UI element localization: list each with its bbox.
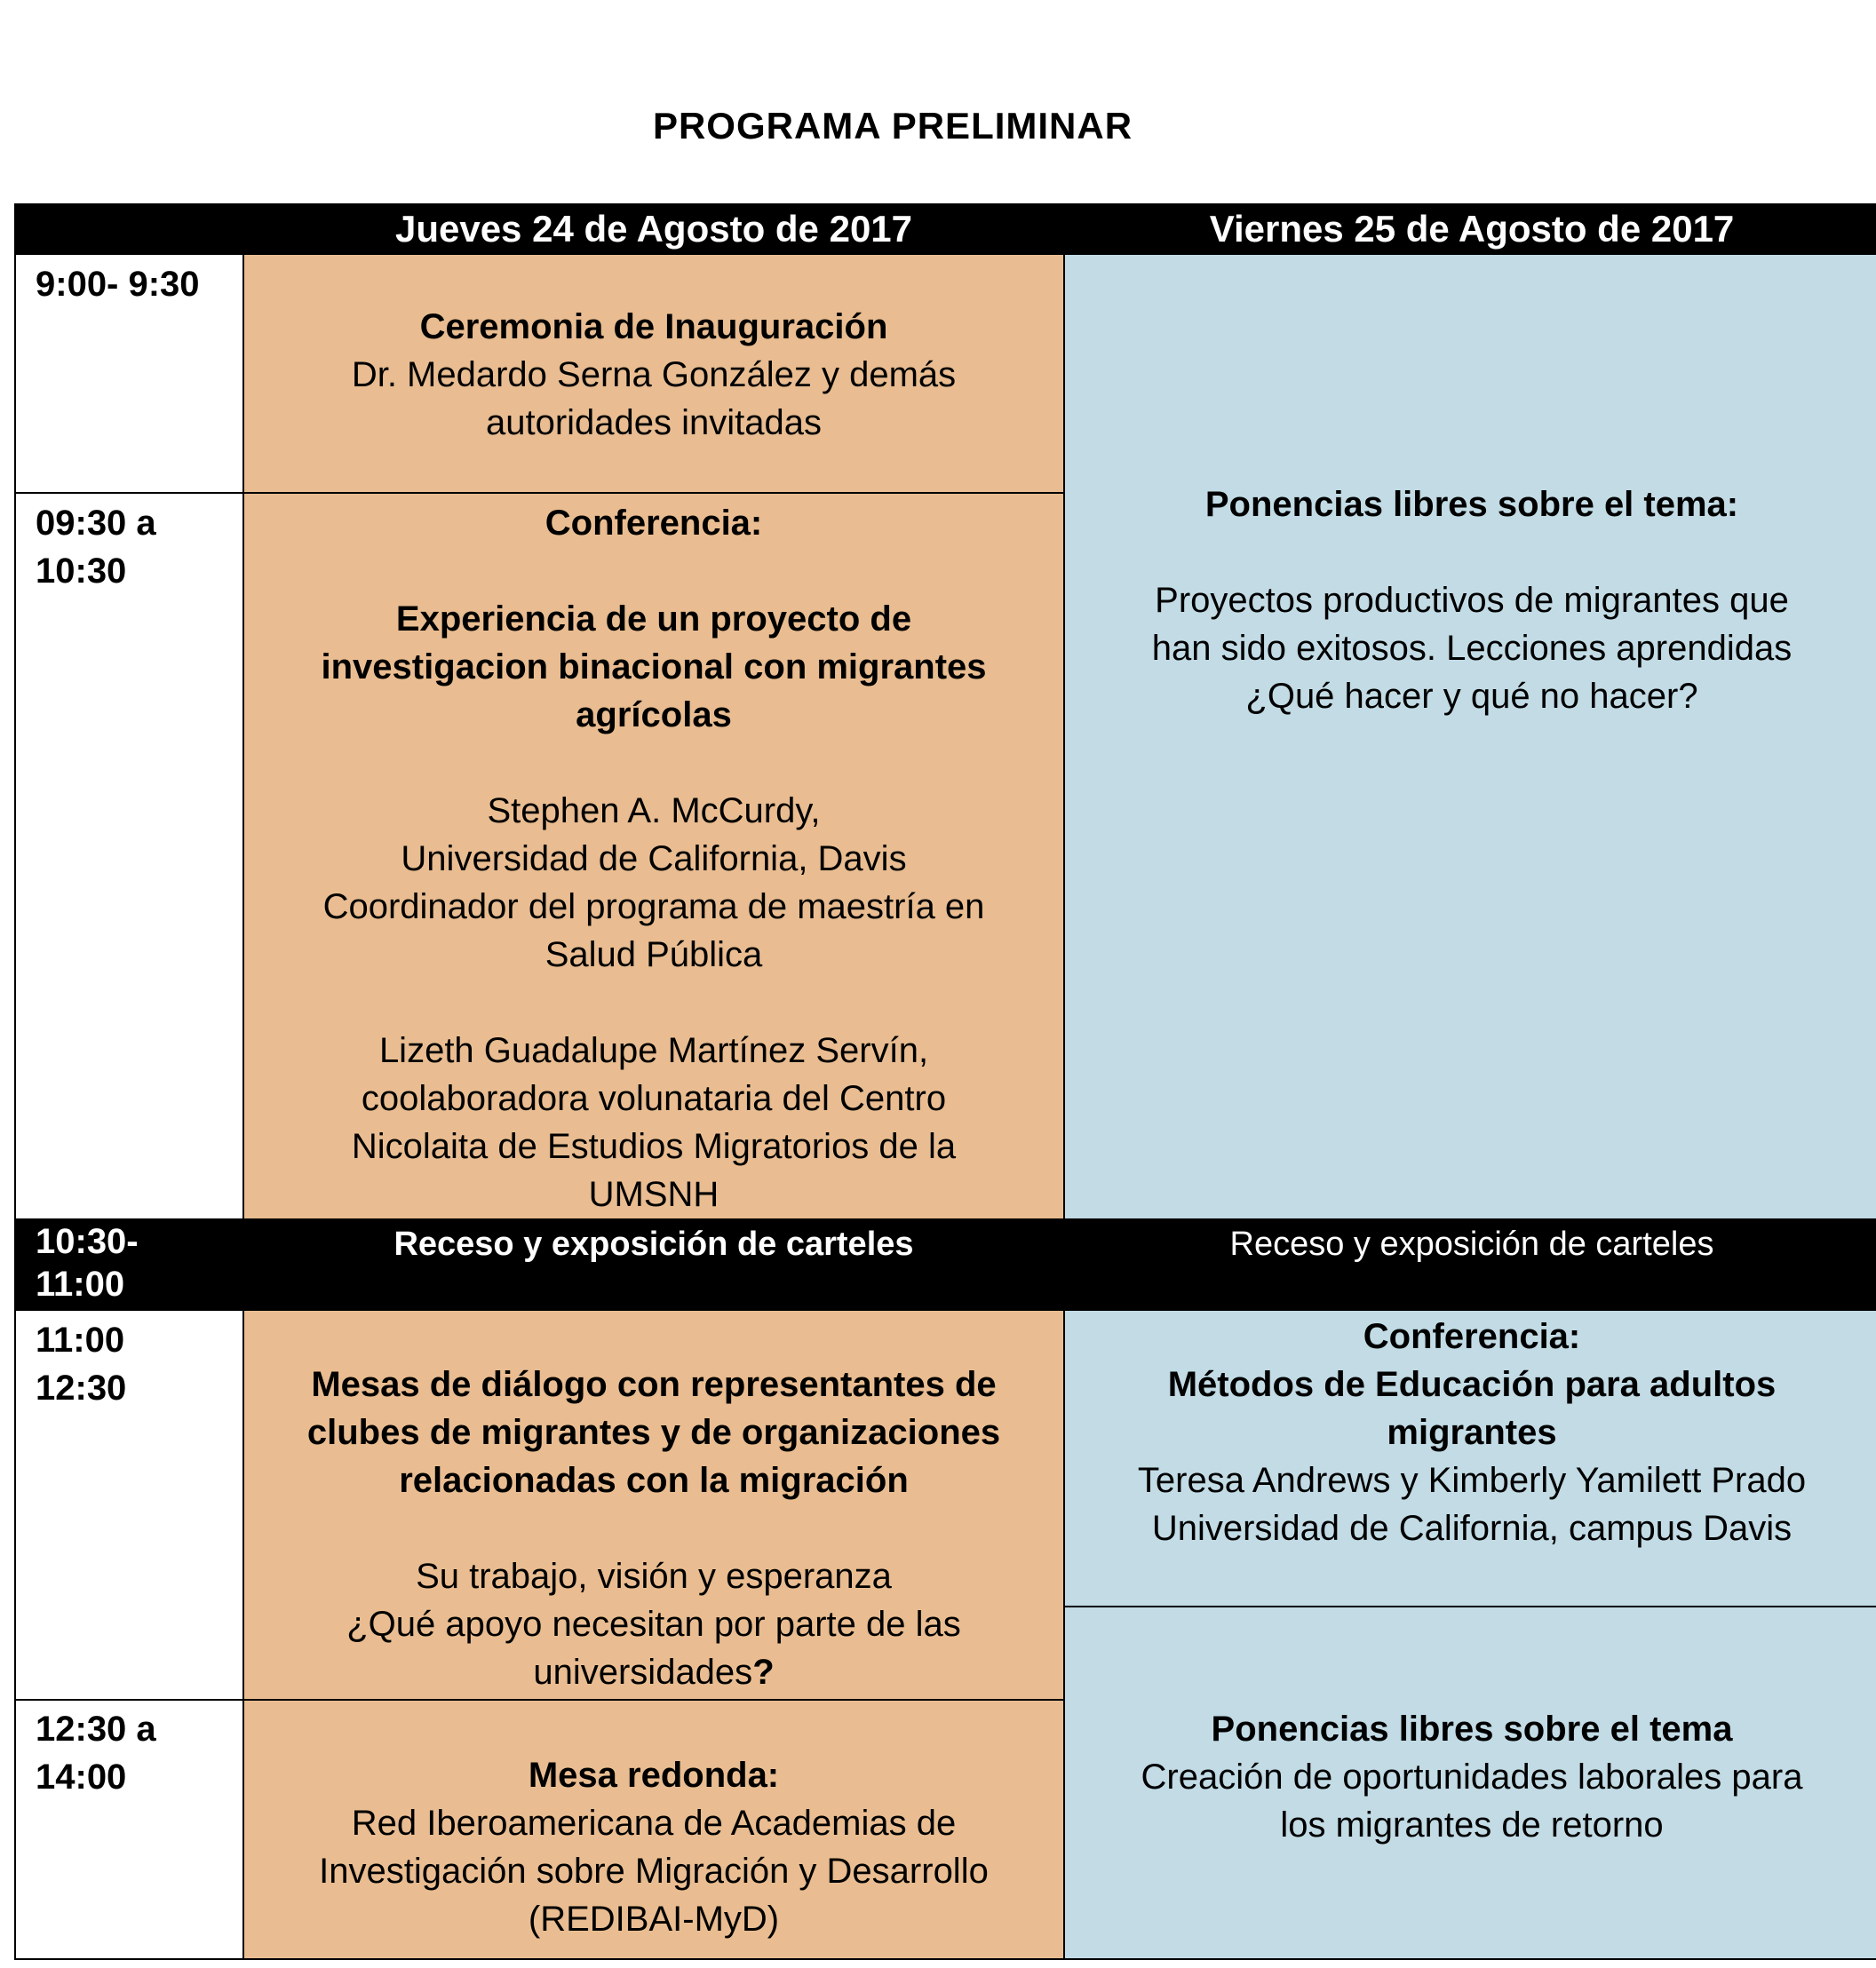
speaker-line: Coordinador del programa de maestría en xyxy=(322,887,985,926)
time-slot-3: 11:00 12:30 xyxy=(36,1321,127,1408)
session-label: Mesa redonda: xyxy=(528,1756,780,1795)
session-title: relacionadas con la migración xyxy=(399,1461,909,1500)
session-title: clubes de migrantes y de organizaciones xyxy=(306,1413,1001,1452)
break-day1 xyxy=(243,1218,1064,1311)
session-title: Métodos de Educación para adultos xyxy=(1167,1365,1777,1404)
column-divider xyxy=(1063,203,1065,1959)
session-round-table xyxy=(243,1700,1064,1959)
time-slot-2: 09:30 a 10:30 xyxy=(36,504,156,591)
header-day1: Jueves 24 de Agosto de 2017 xyxy=(243,203,1064,255)
session-line: (REDIBAI-MyD) xyxy=(528,1900,780,1939)
speaker-line: UMSNH xyxy=(588,1175,719,1214)
session-title: Experiencia de un proyecto de xyxy=(395,599,912,639)
speaker-line: Salud Pública xyxy=(545,935,763,974)
session-free-papers-1 xyxy=(1064,255,1876,1218)
session-line: ¿Qué hacer y qué no hacer? xyxy=(1245,677,1698,716)
break-label: Receso y exposición de carteles xyxy=(1229,1226,1714,1263)
session-line: ¿Qué apoyo necesitan por parte de las xyxy=(346,1605,961,1644)
session-line: universidades? xyxy=(533,1653,775,1692)
speaker-line: coolaboradora volunataria del Centro xyxy=(361,1079,947,1118)
session-title: migrantes xyxy=(1387,1413,1557,1452)
row-divider xyxy=(14,1699,1064,1701)
session-conference-day2 xyxy=(1064,1311,1876,1607)
header-day2: Viernes 25 de Agosto de 2017 xyxy=(1064,203,1876,255)
table-border-bottom xyxy=(14,1958,1876,1960)
break-label: Receso y exposición de carteles xyxy=(393,1226,914,1263)
session-line: Investigación sobre Migración y Desarrollo xyxy=(319,1852,989,1891)
break-day2 xyxy=(1064,1218,1876,1311)
table-border-left xyxy=(14,203,16,1959)
session-title: Ceremonia de Inauguración xyxy=(419,307,888,346)
time-slot-break: 10:30- 11:00 xyxy=(14,1218,243,1311)
session-line: los migrantes de retorno xyxy=(1280,1805,1664,1845)
session-title: Ponencias libres sobre el tema xyxy=(1211,1710,1733,1749)
session-title: Mesas de diálogo con representantes de xyxy=(311,1365,997,1404)
speaker-line: Lizeth Guadalupe Martínez Servín, xyxy=(378,1031,929,1070)
session-line: han sido exitosos. Lecciones aprendidas xyxy=(1151,629,1793,668)
session-inauguration xyxy=(243,255,1064,493)
speaker-line: Stephen A. McCurdy, xyxy=(487,791,821,830)
session-line: Proyectos productivos de migrantes que xyxy=(1155,581,1789,620)
row-divider xyxy=(1064,1606,1876,1607)
session-conference-day1 xyxy=(243,494,1064,1218)
session-title: Ponencias libres sobre el tema: xyxy=(1204,485,1739,524)
column-divider xyxy=(242,203,244,1959)
speaker-line: Universidad de California, Davis xyxy=(401,839,907,878)
session-title: agrícolas xyxy=(576,695,732,734)
page-title: PROGRAMA PRELIMINAR xyxy=(652,105,1133,147)
session-label: Conferencia: xyxy=(545,504,763,543)
session-line: autoridades invitadas xyxy=(485,403,823,442)
session-line: Red Iberoamericana de Academias de xyxy=(351,1804,957,1843)
speaker-line: Nicolaita de Estudios Migratorios de la xyxy=(351,1127,957,1166)
session-line: Su trabajo, visión y esperanza xyxy=(416,1557,892,1596)
time-slot-4: 12:30 a 14:00 xyxy=(36,1710,156,1797)
session-title: investigacion binacional con migrantes xyxy=(321,647,987,686)
time-slot-1: 9:00- 9:30 xyxy=(36,265,200,304)
session-line: Creación de oportunidades laborales para xyxy=(1141,1758,1803,1797)
session-label: Conferencia: xyxy=(1363,1317,1581,1356)
speaker-line: Universidad de California, campus Davis xyxy=(1151,1509,1793,1548)
session-line: Dr. Medardo Serna González y demás xyxy=(351,355,957,394)
session-free-papers-2 xyxy=(1064,1607,1876,1959)
speaker-line: Teresa Andrews y Kimberly Yamilett Prado xyxy=(1137,1461,1807,1500)
session-dialogue-tables xyxy=(243,1311,1064,1700)
row-divider xyxy=(14,492,1064,494)
